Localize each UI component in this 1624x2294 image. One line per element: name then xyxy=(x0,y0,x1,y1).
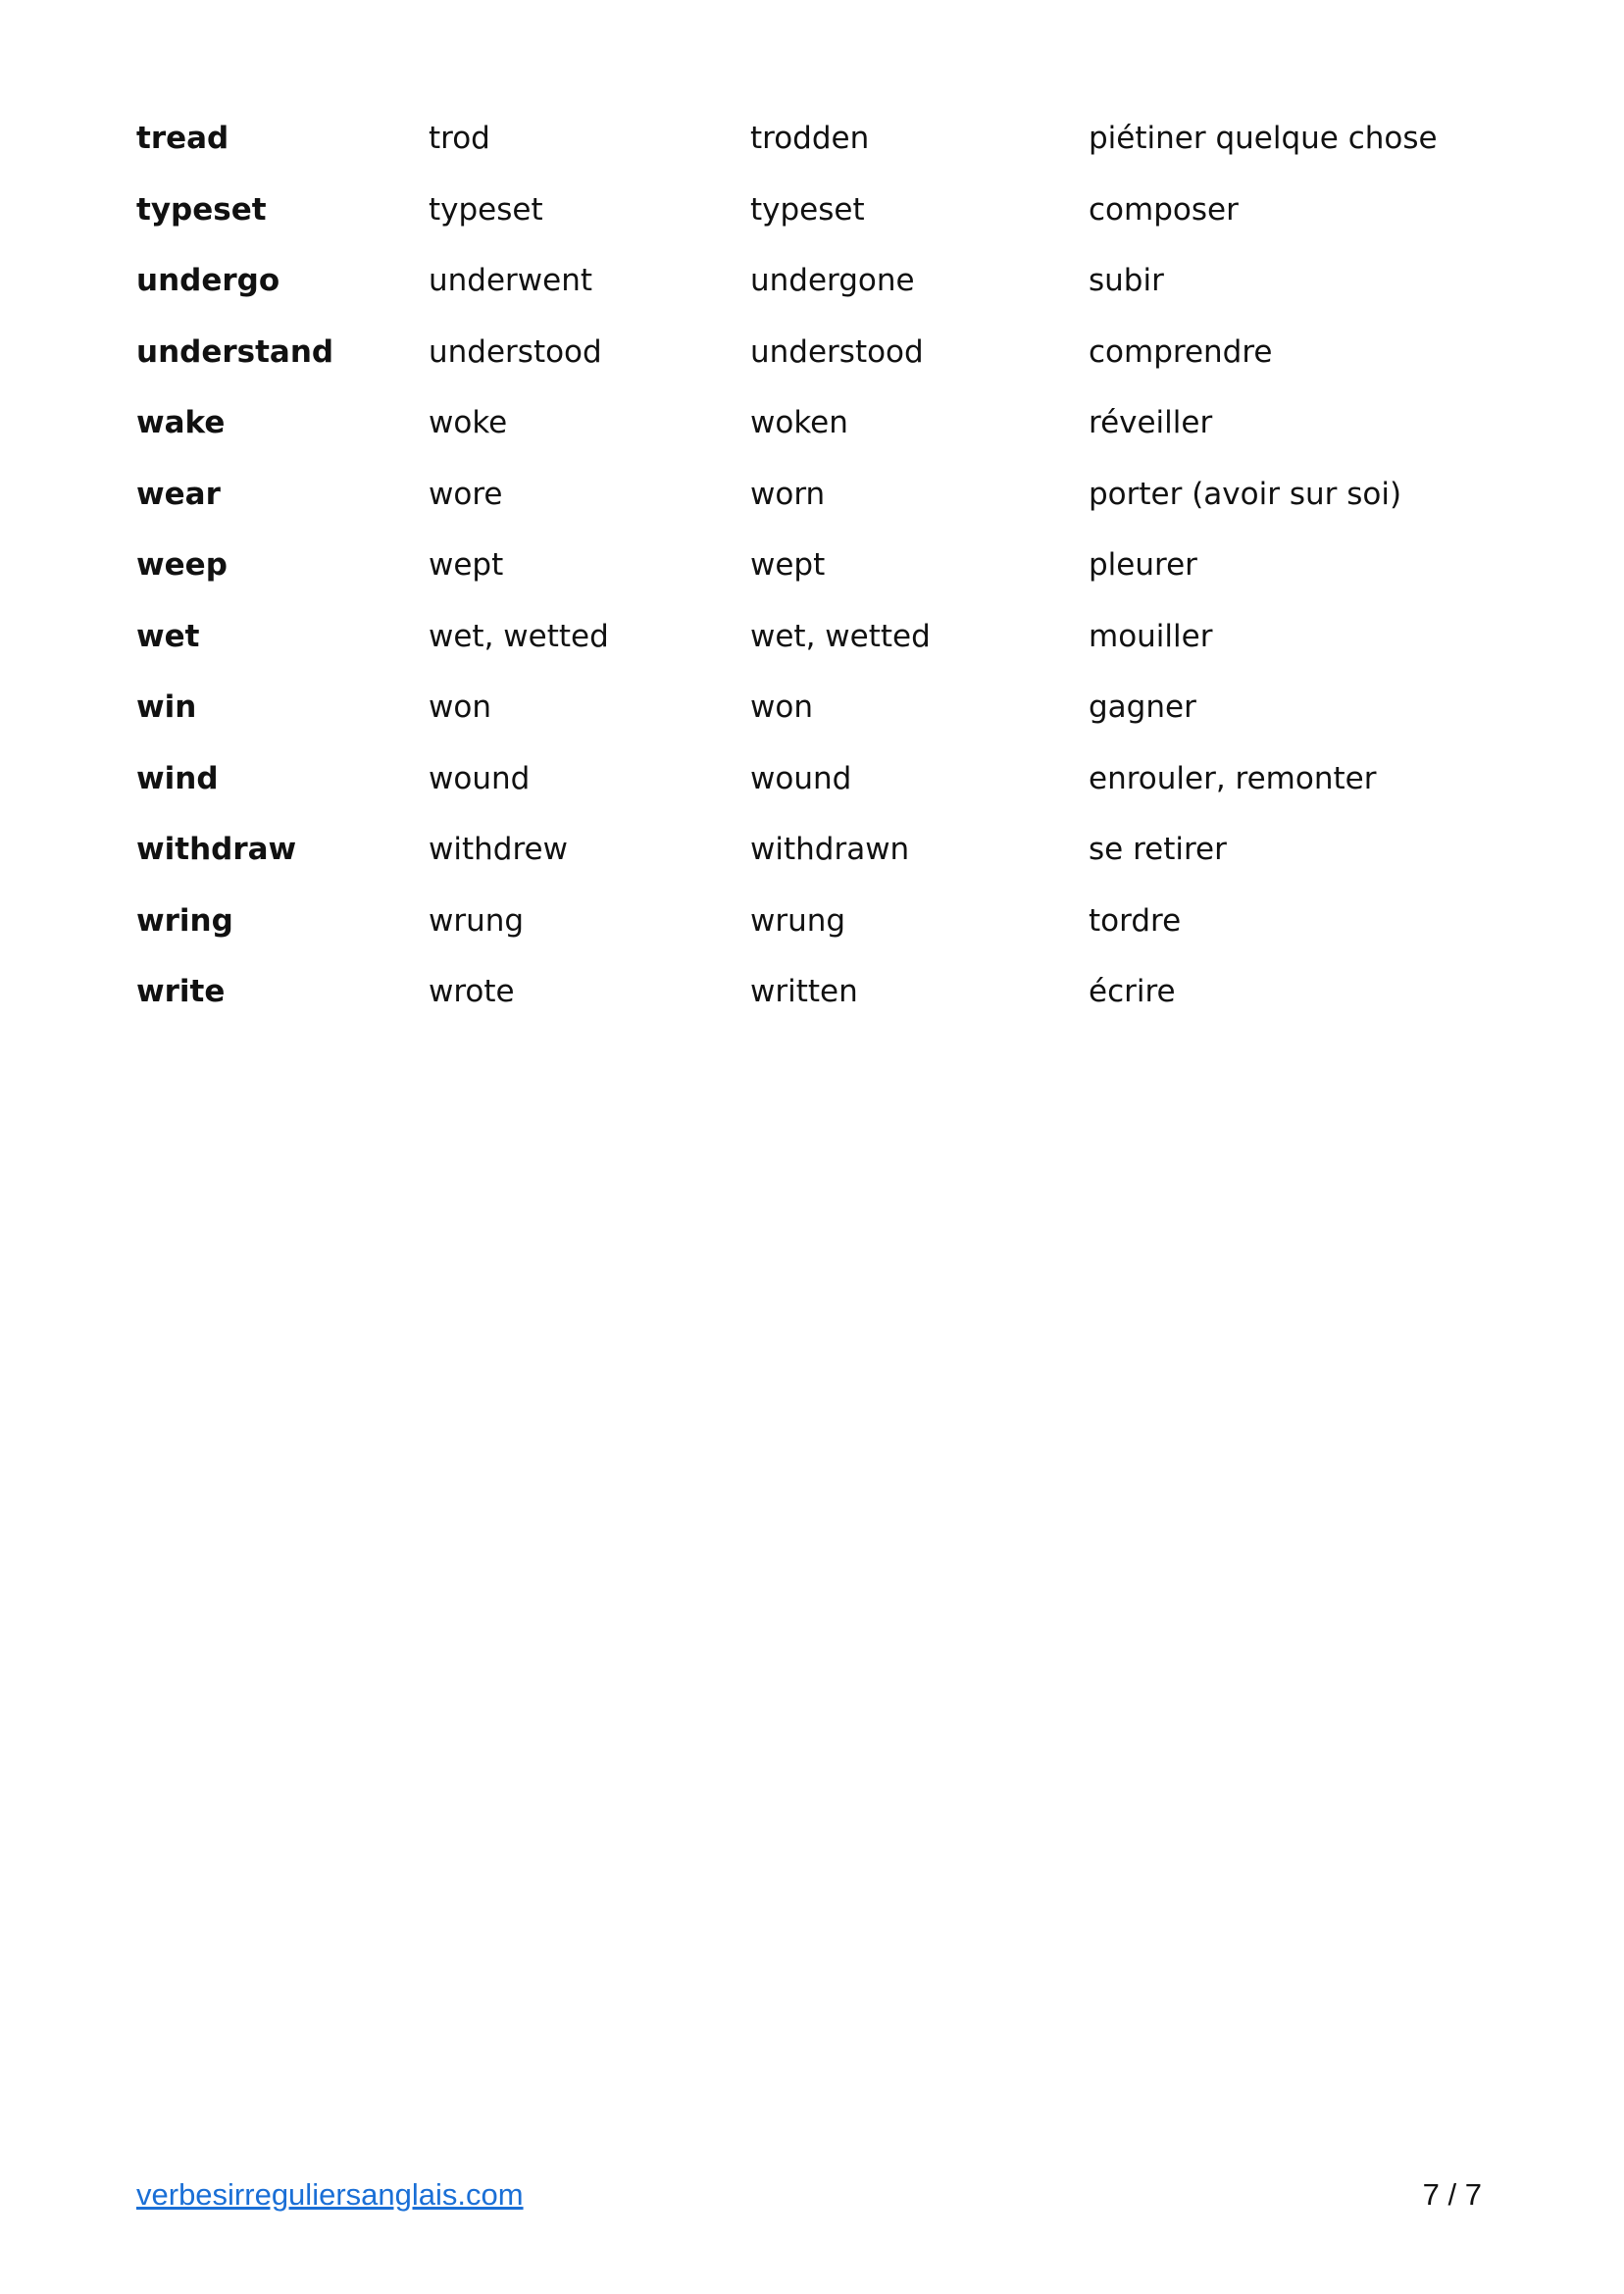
verb-row xyxy=(136,743,1500,815)
verb-infinitive: wake xyxy=(136,405,226,441)
verb-translation: pleurer xyxy=(1089,547,1197,584)
verb-infinitive: wring xyxy=(136,902,233,939)
verb-past-participle: withdrawn xyxy=(750,832,910,868)
verb-past-participle: written xyxy=(750,974,858,1010)
verb-past-participle: undergone xyxy=(750,263,915,299)
verb-preterit: wet, wetted xyxy=(429,618,609,654)
verb-past-participle: understood xyxy=(750,333,924,370)
verb-table-body xyxy=(136,103,1500,1028)
verb-preterit: wore xyxy=(429,476,503,512)
verb-row xyxy=(136,387,1500,459)
verb-translation: gagner xyxy=(1089,689,1196,726)
verb-row xyxy=(136,459,1500,531)
page-number: 7 / 7 xyxy=(1422,2177,1482,2212)
verb-translation: tordre xyxy=(1089,902,1182,939)
verb-past-participle: typeset xyxy=(750,191,865,228)
verb-infinitive: weep xyxy=(136,547,228,584)
verb-past-participle: wrung xyxy=(750,902,846,939)
verb-preterit: wrote xyxy=(429,974,515,1010)
verb-preterit: woke xyxy=(429,405,508,441)
verb-preterit: understood xyxy=(429,333,602,370)
verb-preterit: wept xyxy=(429,547,504,584)
verb-preterit: trod xyxy=(429,121,490,157)
verb-translation: composer xyxy=(1089,191,1239,228)
verb-infinitive: understand xyxy=(136,333,334,370)
verb-row xyxy=(136,672,1500,743)
verb-past-participle: wept xyxy=(750,547,826,584)
verb-row xyxy=(136,886,1500,957)
verb-translation: mouiller xyxy=(1089,618,1213,654)
verb-preterit: wrung xyxy=(429,902,525,939)
verb-infinitive: wind xyxy=(136,760,219,796)
verb-row xyxy=(136,530,1500,601)
verb-row xyxy=(136,103,1500,175)
verb-translation: enrouler, remonter xyxy=(1089,760,1377,796)
verb-past-participle: trodden xyxy=(750,121,870,157)
verb-past-participle: wound xyxy=(750,760,852,796)
verb-infinitive: win xyxy=(136,689,197,726)
verb-translation: piétiner quelque chose xyxy=(1089,121,1438,157)
verb-past-participle: won xyxy=(750,689,813,726)
verb-row xyxy=(136,317,1500,388)
verb-infinitive: wet xyxy=(136,618,200,654)
verb-past-participle: wet, wetted xyxy=(750,618,931,654)
verb-preterit: won xyxy=(429,689,491,726)
verb-preterit: typeset xyxy=(429,191,543,228)
verb-translation: écrire xyxy=(1089,974,1176,1010)
verb-row xyxy=(136,814,1500,886)
verb-infinitive: withdraw xyxy=(136,832,297,868)
verb-past-participle: woken xyxy=(750,405,848,441)
verb-translation: réveiller xyxy=(1089,405,1213,441)
verb-translation: porter (avoir sur soi) xyxy=(1089,476,1402,512)
verb-translation: se retirer xyxy=(1089,832,1227,868)
verb-infinitive: undergo xyxy=(136,263,280,299)
verb-infinitive: typeset xyxy=(136,191,267,228)
verb-row xyxy=(136,245,1500,317)
verb-row xyxy=(136,175,1500,246)
verb-past-participle: worn xyxy=(750,476,826,512)
verb-infinitive: tread xyxy=(136,121,229,157)
website-link[interactable]: verbesirreguliersanglais.com xyxy=(136,2177,524,2212)
verb-translation: subir xyxy=(1089,263,1164,299)
verb-preterit: withdrew xyxy=(429,832,568,868)
verb-translation: comprendre xyxy=(1089,333,1273,370)
verb-row xyxy=(136,601,1500,673)
verb-infinitive: wear xyxy=(136,476,221,512)
verb-row xyxy=(136,956,1500,1028)
verb-preterit: wound xyxy=(429,760,531,796)
verb-preterit: underwent xyxy=(429,263,593,299)
irregular-verbs-table xyxy=(136,103,1500,1028)
verb-infinitive: write xyxy=(136,974,226,1010)
